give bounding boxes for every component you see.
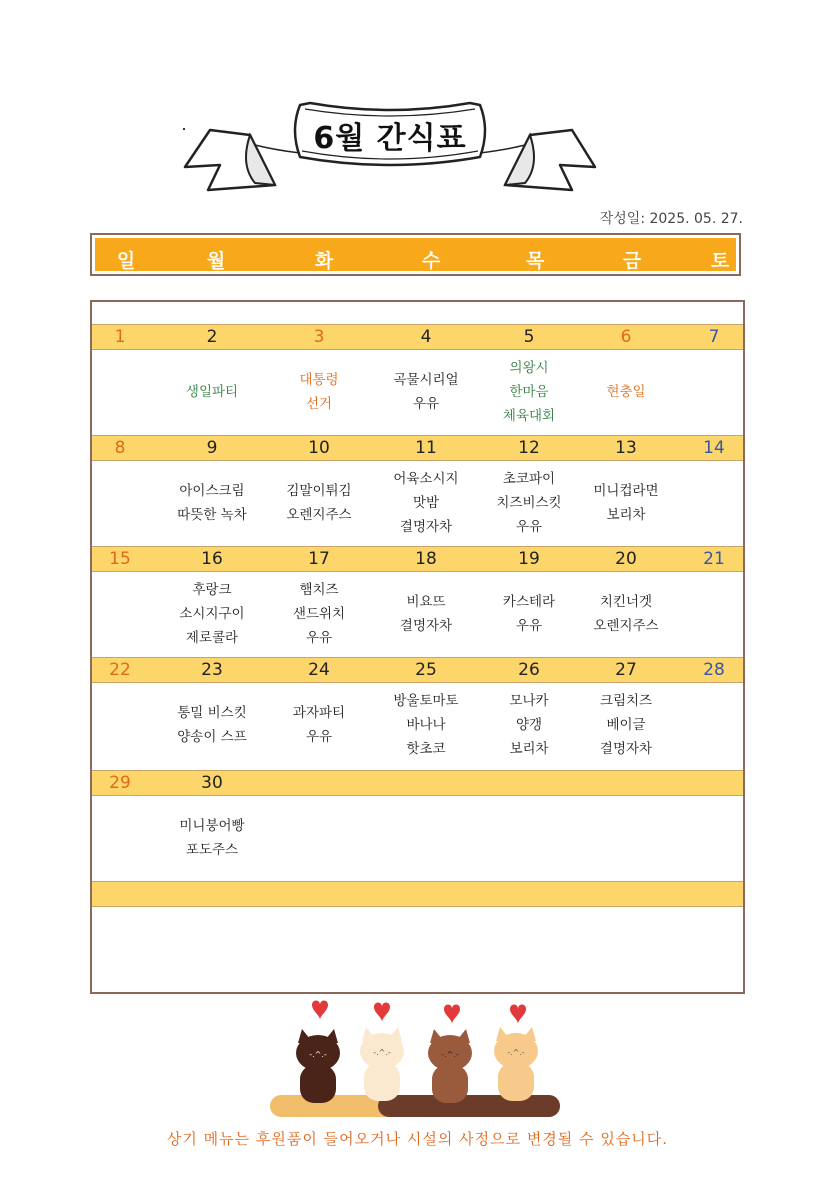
date-number: 28 <box>703 660 725 680</box>
svg-text:-.^.-: -.^.- <box>373 1048 391 1057</box>
menu-item: 과자파티 <box>292 704 346 721</box>
menu-item: 맛밤 <box>412 494 440 511</box>
menu-item: 아이스크림 <box>179 482 245 499</box>
date-number: 10 <box>308 438 330 458</box>
menu-item: 통밀 비스킷 <box>177 704 247 721</box>
page-title: 6월 간식표 <box>313 121 467 156</box>
menu-item: 핫초코 <box>406 740 446 757</box>
svg-text:-.^.-: -.^.- <box>441 1050 459 1059</box>
menu-item: 곡물시리얼 <box>393 371 459 388</box>
date-number: 29 <box>109 773 131 793</box>
date-number: 6 <box>620 327 632 347</box>
menu-cell <box>152 701 272 749</box>
written-date: 작성일: 2025. 05. 27. <box>599 211 743 227</box>
menu-item: 베이글 <box>606 716 646 733</box>
menu-item: 어육소시지 <box>393 470 459 487</box>
date-number: 22 <box>109 660 131 680</box>
date-number: 30 <box>201 773 223 793</box>
menu-item: 우유 <box>515 518 543 535</box>
snack-calendar <box>90 300 745 994</box>
date-number: 3 <box>313 327 325 347</box>
menu-cell <box>366 689 486 761</box>
menu-item: 보리차 <box>509 740 549 757</box>
date-number: 11 <box>415 438 437 458</box>
menu-item: 우유 <box>515 617 543 634</box>
date-number: 20 <box>615 549 637 569</box>
menu-item: 치킨너겟 <box>599 593 653 610</box>
cats-on-log-graphic <box>268 995 568 1120</box>
menu-item: 선거 <box>305 395 333 412</box>
menu-cell <box>366 467 486 539</box>
date-number: 18 <box>415 549 437 569</box>
date-number: 9 <box>206 438 218 458</box>
date-number: 14 <box>703 438 725 458</box>
date-number: 13 <box>615 438 637 458</box>
menu-item: 햄치즈 <box>299 581 339 598</box>
menu-item: 소시지구이 <box>179 605 245 622</box>
weekday-label: 화 <box>314 250 334 272</box>
date-number: 4 <box>420 327 432 347</box>
menu-item: 생일파티 <box>185 383 239 400</box>
menu-item: 의왕시 <box>509 359 549 376</box>
menu-item: 카스테라 <box>502 593 556 610</box>
weekday-label: 수 <box>421 250 441 272</box>
menu-cell <box>152 479 272 527</box>
menu-item: 미니붕어빵 <box>179 817 245 834</box>
cat-brown <box>428 1029 472 1103</box>
menu-item: 결명자차 <box>399 518 453 535</box>
date-number: 1 <box>114 327 126 347</box>
cats-illustration <box>268 995 568 1120</box>
menu-cell <box>566 380 686 404</box>
cat-light-orange <box>494 1027 538 1101</box>
menu-cell <box>152 380 272 404</box>
menu-item: 결명자차 <box>599 740 653 757</box>
menu-item: 결명자차 <box>399 617 453 634</box>
menu-item: 우유 <box>305 728 333 745</box>
date-number: 19 <box>518 549 540 569</box>
menu-item: 따뜻한 녹차 <box>177 506 247 523</box>
menu-item: 크림치즈 <box>599 692 653 709</box>
menu-item: 김말이튀김 <box>286 482 352 499</box>
menu-item: 체육대회 <box>502 407 556 424</box>
title-banner <box>180 95 600 195</box>
menu-cell <box>366 368 486 416</box>
weekday-header <box>90 233 741 276</box>
menu-cell <box>259 479 379 527</box>
date-row <box>92 324 743 350</box>
menu-cell <box>566 479 686 527</box>
menu-item: 포도주스 <box>185 841 239 858</box>
date-row <box>92 657 743 683</box>
menu-item: 방울토마토 <box>393 692 459 709</box>
menu-item: 모나카 <box>509 692 549 709</box>
menu-cell <box>566 689 686 761</box>
menu-item: 양갱 <box>515 716 543 733</box>
weekday-label: 목 <box>525 250 545 272</box>
heart-icon <box>312 1001 526 1025</box>
menu-cell <box>152 814 272 862</box>
date-number: 23 <box>201 660 223 680</box>
date-row <box>92 770 743 796</box>
date-number: 5 <box>523 327 535 347</box>
date-number: 27 <box>615 660 637 680</box>
menu-cell <box>152 578 272 650</box>
menu-item: 양송이 스프 <box>177 728 247 745</box>
menu-item: 바나나 <box>406 716 446 733</box>
menu-item: 우유 <box>412 395 440 412</box>
menu-item: 현충일 <box>606 383 646 400</box>
date-number: 24 <box>308 660 330 680</box>
date-number: 21 <box>703 549 725 569</box>
notice-text: 상기 메뉴는 후원품이 들어오거나 시설의 사정으로 변경될 수 있습니다. <box>166 1130 669 1148</box>
menu-cell <box>259 578 379 650</box>
menu-item: 미니컵라면 <box>593 482 659 499</box>
date-number: 7 <box>708 327 720 347</box>
date-row <box>92 546 743 572</box>
weekday-header-bar <box>95 238 736 271</box>
stray-dot <box>183 128 185 130</box>
menu-cell <box>259 368 379 416</box>
weekday-label: 일 <box>116 250 136 272</box>
menu-item: 보리차 <box>606 506 646 523</box>
date-number: 2 <box>206 327 218 347</box>
menu-cell <box>566 590 686 638</box>
date-number: 17 <box>308 549 330 569</box>
menu-cell <box>259 701 379 749</box>
menu-cell <box>366 590 486 638</box>
menu-item: 제로콜라 <box>185 629 239 646</box>
date-number: 26 <box>518 660 540 680</box>
date-number: 12 <box>518 438 540 458</box>
weekday-label: 토 <box>710 250 730 272</box>
date-row <box>92 435 743 461</box>
menu-item: 치즈비스킷 <box>496 494 562 511</box>
weekday-label: 월 <box>206 250 226 272</box>
menu-item: 대통령 <box>299 371 339 388</box>
empty-date-row <box>92 881 743 907</box>
menu-item: 비요뜨 <box>406 593 446 610</box>
date-number: 15 <box>109 549 131 569</box>
date-number: 16 <box>201 549 223 569</box>
menu-item: 한마음 <box>509 383 549 400</box>
menu-item: 오렌지주스 <box>286 506 352 523</box>
menu-item: 오렌지주스 <box>593 617 659 634</box>
menu-item: 샌드위치 <box>292 605 346 622</box>
cat-dark <box>296 1029 340 1103</box>
svg-text:-.^.-: -.^.- <box>507 1048 525 1057</box>
menu-item: 후랑크 <box>192 581 232 598</box>
cat-cream <box>360 1027 404 1101</box>
svg-text:-.^.-: -.^.- <box>309 1050 327 1059</box>
menu-item: 우유 <box>305 629 333 646</box>
weekday-label: 금 <box>622 250 642 272</box>
menu-item: 초코파이 <box>502 470 556 487</box>
date-number: 25 <box>415 660 437 680</box>
date-number: 8 <box>114 438 126 458</box>
